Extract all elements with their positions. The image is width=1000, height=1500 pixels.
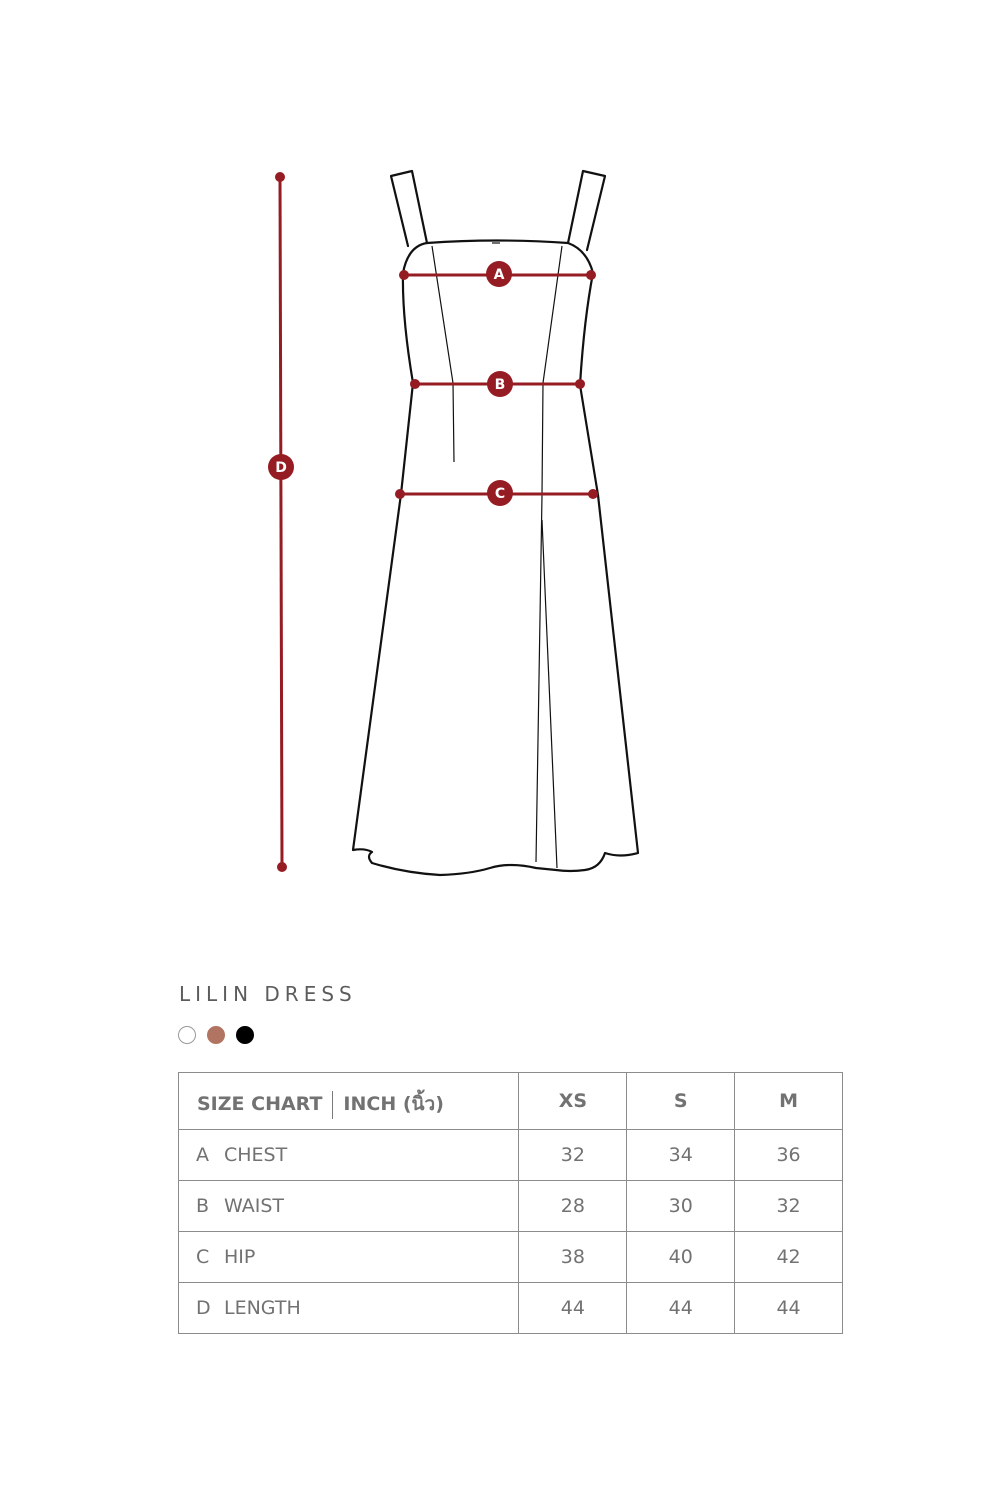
value-cell: 30 <box>627 1181 735 1232</box>
value-cell: 36 <box>735 1130 843 1181</box>
left-strap <box>391 171 427 246</box>
size-chart-header-row <box>179 1073 843 1130</box>
dress-outline <box>353 241 638 876</box>
row-label <box>179 1283 519 1334</box>
chest-measurement <box>399 261 596 287</box>
size-chart-label: SIZE CHART <box>197 1093 323 1115</box>
header-divider <box>332 1091 333 1119</box>
row-label <box>179 1130 519 1181</box>
size-chart-header-cell <box>179 1073 519 1130</box>
table-row <box>179 1181 843 1232</box>
size-header-m: M <box>735 1073 843 1130</box>
table-row <box>179 1232 843 1283</box>
length-measurement <box>268 172 294 872</box>
row-name: LENGTH <box>224 1297 301 1319</box>
unit-label: INCH (นิ้ว) <box>343 1093 444 1115</box>
right-strap <box>568 171 605 250</box>
front-pleat-line <box>542 520 557 868</box>
size-header-s: S <box>627 1073 735 1130</box>
value-cell: 42 <box>735 1232 843 1283</box>
row-label <box>179 1232 519 1283</box>
row-name: CHEST <box>224 1144 288 1166</box>
product-title: LILIN DRESS <box>179 982 357 1006</box>
hip-marker-label: C <box>494 486 506 502</box>
row-code: D <box>196 1297 211 1319</box>
table-row <box>179 1283 843 1334</box>
waist-measurement <box>410 371 585 397</box>
value-cell: 38 <box>519 1232 627 1283</box>
value-cell: 44 <box>627 1283 735 1334</box>
value-cell: 44 <box>735 1283 843 1334</box>
value-cell: 32 <box>735 1181 843 1232</box>
value-cell: 32 <box>519 1130 627 1181</box>
row-code: B <box>196 1195 210 1217</box>
value-cell: 40 <box>627 1232 735 1283</box>
left-panel-seam <box>432 246 454 462</box>
swatch-brown[interactable] <box>207 1026 225 1044</box>
size-chart-table <box>178 1072 843 1334</box>
value-cell: 34 <box>627 1130 735 1181</box>
size-header-xs: XS <box>519 1073 627 1130</box>
value-cell: 28 <box>519 1181 627 1232</box>
row-code: A <box>196 1144 209 1166</box>
swatch-white[interactable] <box>178 1026 196 1044</box>
hip-measurement <box>395 480 598 506</box>
waist-marker-label: B <box>494 377 506 393</box>
center-front-seam <box>536 246 562 862</box>
length-marker-label: D <box>275 460 287 476</box>
row-code: C <box>196 1246 210 1268</box>
swatch-black[interactable] <box>236 1026 254 1044</box>
row-label <box>179 1181 519 1232</box>
table-row <box>179 1130 843 1181</box>
chest-marker-label: A <box>493 267 505 283</box>
row-name: HIP <box>224 1246 256 1268</box>
value-cell: 44 <box>519 1283 627 1334</box>
row-name: WAIST <box>224 1195 285 1217</box>
color-swatches <box>178 1026 254 1044</box>
